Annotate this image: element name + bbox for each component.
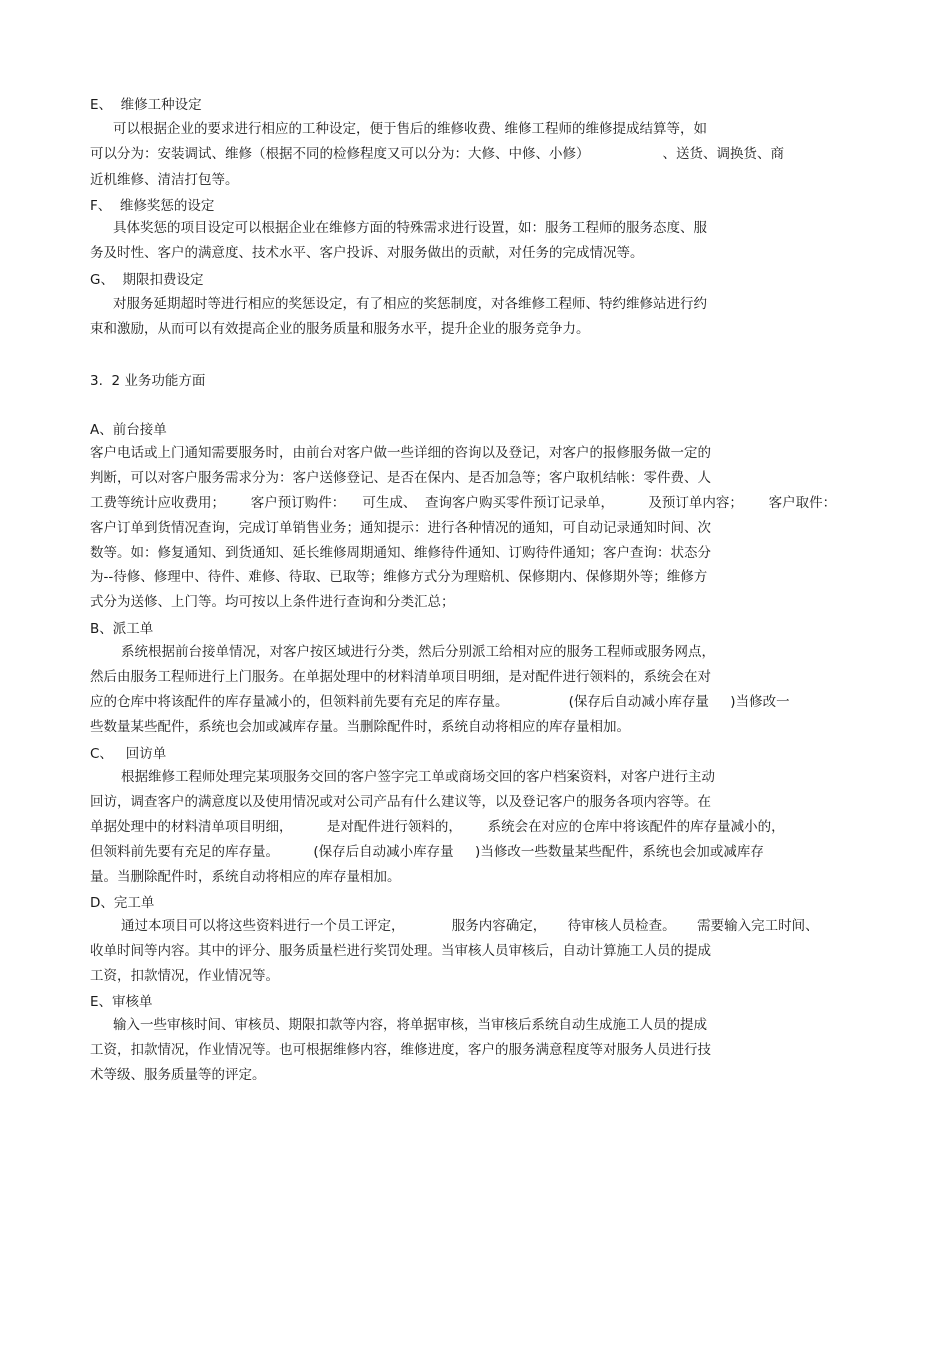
paragraph-line: 可以根据企业的要求进行相应的工种设定，便于售后的维修收费、维修工程师的维修提成结算等，如 [113, 121, 707, 137]
paragraph-line: 单据处理中的材料清单项目明细， 是对配件进行领料的， 系统会在对应的仓库中将该配件的库存量减小的， [90, 819, 785, 835]
paragraph-line: 些数量某些配件，系统也会加或减库存量。当删除配件时，系统自动将相应的库存量相加。 [90, 719, 630, 735]
paragraph-line: 工资，扣款情况，作业情况等。 [90, 968, 279, 984]
heading-b-dispatch: B、派工单 [90, 621, 154, 637]
section-heading-business-functions: 3. 2 业务功能方面 [90, 373, 206, 389]
paragraph-line: 为--待修、修理中、待件、难修、待取、已取等；维修方式分为理赔机、保修期内、保修期外等；维修方 [90, 569, 708, 585]
paragraph-line: 近机维修、清洁打包等。 [90, 172, 239, 188]
paragraph-line: 输入一些审核时间、审核员、期限扣款等内容，将单据审核，当审核后系统自动生成施工人员的提成 [113, 1017, 707, 1033]
paragraph-line: 客户订单到货情况查询，完成订单销售业务；通知提示：进行各种情况的通知，可自动记录通知时间、次 [90, 520, 711, 536]
paragraph-line: 束和激励，从而可以有效提高企业的服务质量和服务水平，提升企业的服务竞争力。 [90, 321, 590, 337]
heading-c-follow-up: C、 回访单 [90, 746, 167, 762]
paragraph-line: 数等。如：修复通知、到货通知、延长维修周期通知、维修待件通知、订购待件通知；客户查询：状态分 [90, 545, 711, 561]
paragraph-line: 根据维修工程师处理完某项服务交回的客户签字完工单或商场交回的客户档案资料，对客户进行主动 [121, 769, 715, 785]
paragraph-line: 然后由服务工程师进行上门服务。在单据处理中的材料清单项目明细，是对配件进行领料的，系统会在对 [90, 669, 711, 685]
paragraph-line: 工费等统计应收费用； 客户预订购件： 可生成、 查询客户购买零件预订记录单， 及预订单内容； 客户取件： [90, 495, 837, 511]
paragraph-line: 收单时间等内容。其中的评分、服务质量栏进行奖罚处理。当审核人员审核后，自动计算施工人员的提成 [90, 943, 711, 959]
paragraph-line: 客户电话或上门通知需要服务时，由前台对客户做一些详细的咨询以及登记，对客户的报修服务做一定的 [90, 445, 711, 461]
paragraph-line: 量。当删除配件时，系统自动将相应的库存量相加。 [90, 869, 401, 885]
heading-g-deadline-fee: G、 期限扣费设定 [90, 272, 204, 288]
paragraph-line: 通过本项目可以将这些资料进行一个员工评定， 服务内容确定， 待审核人员检查。 需要输入完工时间、 [121, 918, 819, 934]
heading-f-repair-rewards: F、 维修奖惩的设定 [90, 198, 215, 214]
paragraph-line: 应的仓库中将该配件的库存量减小的，但领料前先要有充足的库存量。 (保存后自动减小库存量 )当修改一 [90, 694, 790, 710]
paragraph-line: 但领料前先要有充足的库存量。 (保存后自动减小库存量 )当修改一些数量某些配件，系统也会加或减库存 [90, 844, 764, 860]
heading-d-completion: D、完工单 [90, 895, 155, 911]
paragraph-line: 对服务延期超时等进行相应的奖惩设定，有了相应的奖惩制度，对各维修工程师、特约维修站进行约 [113, 296, 707, 312]
paragraph-line: 务及时性、客户的满意度、技术水平、客户投诉、对服务做出的贡献，对任务的完成情况等。 [90, 245, 644, 261]
paragraph-line: 术等级、服务质量等的评定。 [90, 1067, 266, 1083]
heading-a-front-desk: A、前台接单 [90, 422, 167, 438]
heading-e-audit: E、审核单 [90, 994, 153, 1010]
paragraph-line: 式分为送修、上门等。均可按以上条件进行查询和分类汇总； [90, 594, 455, 610]
heading-e-repair-type: E、 维修工种设定 [90, 97, 202, 113]
paragraph-line: 具体奖惩的项目设定可以根据企业在维修方面的特殊需求进行设置，如：服务工程师的服务态度、服 [113, 220, 707, 236]
paragraph-line: 系统根据前台接单情况，对客户按区域进行分类，然后分别派工给相对应的服务工程师或服务网点， [121, 644, 715, 660]
paragraph-line: 可以分为：安装调试、维修（根据不同的检修程度又可以分为：大修、中修、小修） 、送货、调换货、商 [90, 146, 784, 162]
paragraph-line: 回访，调查客户的满意度以及使用情况或对公司产品有什么建议等，以及登记客户的服务各项内容等。在 [90, 794, 711, 810]
paragraph-line: 工资，扣款情况，作业情况等。也可根据维修内容，维修进度，客户的服务满意程度等对服务人员进行技 [90, 1042, 711, 1058]
paragraph-line: 判断，可以对客户服务需求分为：客户送修登记、是否在保内、是否加急等；客户取机结帐：零件费、人 [90, 470, 711, 486]
